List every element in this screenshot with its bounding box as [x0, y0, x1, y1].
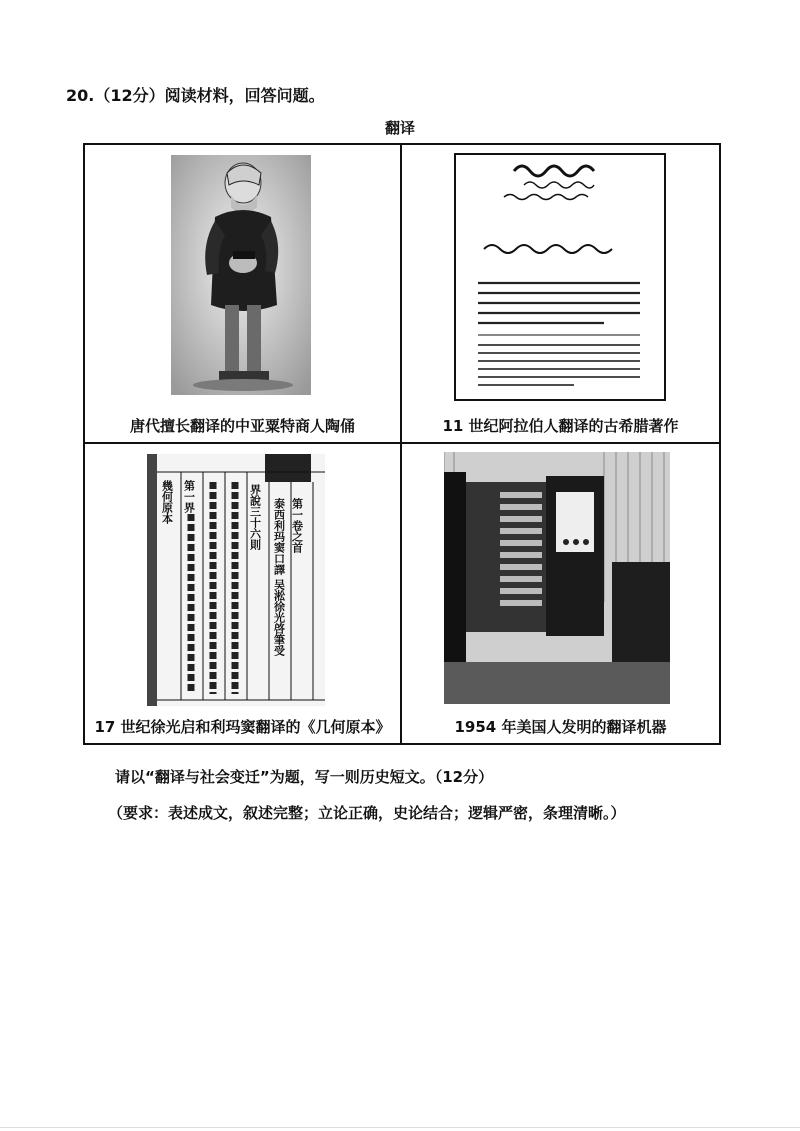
translation-machine-photo — [444, 452, 670, 704]
panel-sogdian-figurine — [85, 145, 402, 444]
arabic-manuscript-page — [454, 153, 666, 401]
book-translators: 泰西利玛窦口譯 吴淞徐光啓筆受 — [272, 498, 286, 656]
page-bottom-rule — [0, 1127, 800, 1128]
material-grid — [83, 143, 721, 745]
panel-arabic-manuscript — [402, 145, 719, 444]
essay-requirements: （要求：表述成文，叙述完整；立论正确，史论结合；逻辑严密，条理清晰。） — [108, 804, 626, 822]
book-left-heading: 界說三十六則 — [248, 484, 262, 550]
chinese-geometry-book-page — [147, 454, 325, 706]
question-header: 20.（12分）阅读材料，回答问题。 — [66, 86, 325, 105]
panel-translation-machine — [402, 444, 719, 743]
panel-2-caption: 11 世纪阿拉伯人翻译的古希腊著作 — [442, 417, 679, 435]
panel-3-caption: 17 世纪徐光启和利玛窦翻译的《几何原本》 — [94, 718, 391, 736]
panel-4-caption: 1954 年美国人发明的翻译机器 — [454, 718, 667, 736]
sogdian-figurine-photo — [171, 155, 311, 395]
panel-1-caption: 唐代擅长翻译的中亚粟特商人陶俑 — [129, 417, 355, 435]
material-title: 翻译 — [384, 119, 415, 137]
book-sub-heading: 第一界 — [182, 480, 196, 513]
panel-geometry-book — [85, 444, 402, 743]
book-left-side: 幾何原本 — [160, 480, 174, 524]
book-right-heading: 第一卷之首 — [290, 498, 304, 553]
essay-instruction: 请以“翻译与社会变迁”为题，写一则历史短文。（12分） — [115, 768, 494, 786]
